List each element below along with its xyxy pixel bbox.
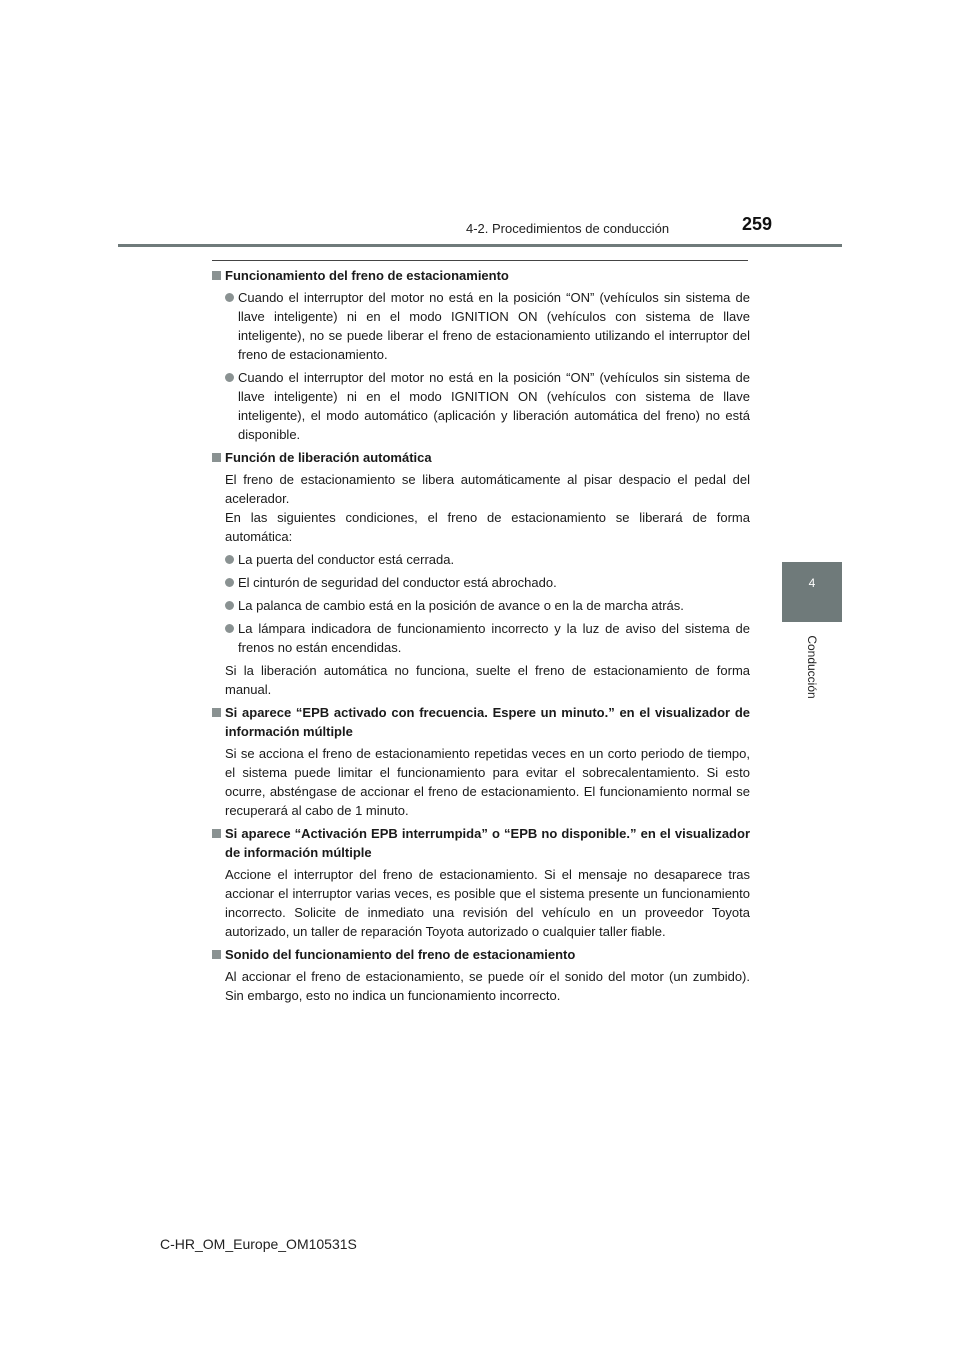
bullet-item bbox=[212, 619, 750, 657]
chapter-tab bbox=[782, 562, 842, 622]
paragraph bbox=[212, 967, 750, 1005]
section-operation-sound bbox=[212, 945, 750, 1005]
section-epb-frequent bbox=[212, 703, 750, 820]
section-heading-text: Si aparece “EPB activado con frecuencia. Espere un minuto.” en el visualizador de información múltiple bbox=[225, 705, 750, 739]
paragraph-text: Al accionar el freno de estacionamiento, se puede oír el sonido del motor (un zumbido). Sin embargo, esto no indica un funcionamiento incorrecto. bbox=[225, 969, 750, 1003]
paragraph bbox=[212, 470, 750, 508]
content-top-rule bbox=[212, 260, 748, 261]
section-automatic-release bbox=[212, 448, 750, 699]
paragraph-text: En las siguientes condiciones, el freno de estacionamiento se liberará de forma automática: bbox=[225, 510, 750, 544]
header-rule bbox=[118, 244, 842, 247]
square-bullet-icon bbox=[212, 708, 221, 717]
section-epb-interrupted bbox=[212, 824, 750, 941]
paragraph-text: Si se acciona el freno de estacionamiento repetidas veces en un corto periodo de tiempo, el sistema puede limitar el funcionamiento para evitar el sobrecalentamiento. Si esto ocurre, absténgase de accionar el freno de estacionamiento. El funcionamiento normal se recuperará al cabo de 1 minuto. bbox=[225, 746, 750, 818]
section-heading bbox=[212, 824, 750, 862]
content bbox=[212, 266, 750, 1009]
header-section-title: 4-2. Procedimientos de conducción bbox=[466, 221, 670, 236]
paragraph-text: El freno de estacionamiento se libera automáticamente al pisar despacio el pedal del acelerador. bbox=[225, 472, 750, 506]
square-bullet-icon bbox=[212, 271, 221, 280]
page-number: 259 bbox=[742, 214, 773, 234]
paragraph-text: Accione el interruptor del freno de estacionamiento. Si el mensaje no desaparece tras accionar el interruptor varias veces, es posible que el sistema presente un funcionamiento incorrecto. Solicite de inmediato una revisión del vehículo en un proveedor Toyota autorizado, un taller de reparación Toyota autorizado o cualquier taller fiable. bbox=[225, 867, 750, 939]
section-heading bbox=[212, 448, 750, 467]
bullet-item bbox=[212, 573, 750, 592]
footer-doc-id: C-HR_OM_Europe_OM10531S bbox=[160, 1236, 357, 1252]
paragraph-text: Si la liberación automática no funciona, suelte el freno de estacionamiento de forma manual. bbox=[225, 663, 750, 697]
paragraph bbox=[212, 744, 750, 820]
bullet-item bbox=[212, 368, 750, 444]
square-bullet-icon bbox=[212, 829, 221, 838]
bullet-text: Cuando el interruptor del motor no está en la posición “ON” (vehículos sin sistema de llave inteligente) ni en el modo IGNITION ON (vehículos con sistema de llave inteligente), no se puede liberar el freno de estacionamiento utilizando el interruptor del freno de estacionamiento. bbox=[238, 290, 750, 362]
square-bullet-icon bbox=[212, 453, 221, 462]
paragraph bbox=[212, 661, 750, 699]
section-heading bbox=[212, 703, 750, 741]
circle-bullet-icon bbox=[225, 555, 234, 564]
circle-bullet-icon bbox=[225, 293, 234, 302]
bullet-text: Cuando el interruptor del motor no está en la posición “ON” (vehículos sin sistema de llave inteligente) ni en el modo IGNITION ON (vehículos con sistema de llave inteligente), el modo automático (aplicación y liberación automática del freno) no está disponible. bbox=[238, 370, 750, 442]
section-heading-text: Función de liberación automática bbox=[225, 450, 432, 465]
bullet-text: La puerta del conductor está cerrada. bbox=[238, 552, 455, 567]
square-bullet-icon bbox=[212, 950, 221, 959]
circle-bullet-icon bbox=[225, 624, 234, 633]
paragraph bbox=[212, 508, 750, 546]
bullet-text: El cinturón de seguridad del conductor está abrochado. bbox=[238, 575, 557, 590]
circle-bullet-icon bbox=[225, 578, 234, 587]
section-heading-text: Funcionamiento del freno de estacionamiento bbox=[225, 268, 509, 283]
bullet-item bbox=[212, 596, 750, 615]
section-heading-text: Si aparece “Activación EPB interrumpida” o “EPB no disponible.” en el visualizador de información múltiple bbox=[225, 826, 750, 860]
section-heading bbox=[212, 945, 750, 964]
chapter-tab-number: 4 bbox=[808, 576, 816, 590]
circle-bullet-icon bbox=[225, 601, 234, 610]
section-heading bbox=[212, 266, 750, 285]
bullet-item bbox=[212, 550, 750, 569]
section-parking-brake-operation bbox=[212, 266, 750, 444]
circle-bullet-icon bbox=[225, 373, 234, 382]
bullet-item bbox=[212, 288, 750, 364]
chapter-tab-label: Conducción bbox=[805, 635, 819, 699]
bullet-text: La lámpara indicadora de funcionamiento incorrecto y la luz de aviso del sistema de frenos no están encendidas. bbox=[238, 621, 750, 655]
bullet-text: La palanca de cambio está en la posición de avance o en la de marcha atrás. bbox=[238, 598, 684, 613]
paragraph bbox=[212, 865, 750, 941]
section-heading-text: Sonido del funcionamiento del freno de estacionamiento bbox=[225, 947, 576, 962]
